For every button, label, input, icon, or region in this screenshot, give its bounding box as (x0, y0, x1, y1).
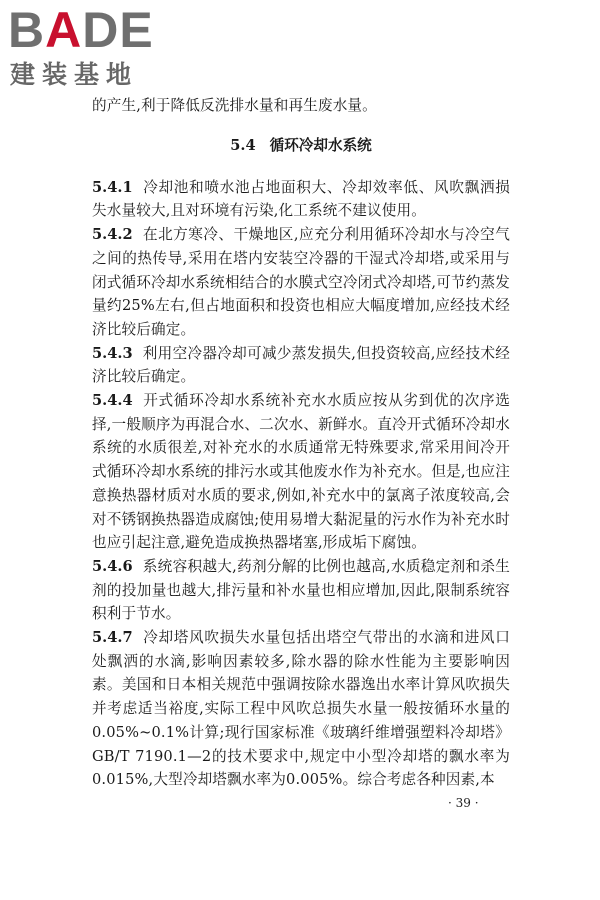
clause-number: 5.4.1 (92, 178, 133, 196)
clause-text: 冷却池和喷水池占地面积大、冷却效率低、风吹飘洒损失水量较大,且对环境有污染,化工系统不建议使用。 (92, 178, 510, 220)
page-number: · 39 · (448, 796, 479, 810)
section-heading (92, 135, 510, 157)
clause-5-4-2 (92, 223, 510, 342)
clause-text: 在北方寒冷、干燥地区,应充分利用循环冷却水与冷空气之间的热传导,采用在塔内安装空冷器的干湿式冷却塔,或采用与闭式循环冷却水系统相结合的水膜式空冷闭式冷却塔,可节约蒸发量约25%左右,但占地面积和投资也相应大幅度增加,应经技术经济比较后确定。 (92, 226, 510, 338)
clause-5-4-4 (92, 389, 510, 555)
document-body (92, 94, 510, 792)
bade-logo (8, 4, 178, 94)
clause-5-4-7 (92, 626, 510, 792)
logo-wordmark (8, 4, 154, 56)
clause-number: 5.4.4 (92, 392, 133, 410)
clause-number: 5.4.2 (92, 226, 133, 244)
clause-5-4-3 (92, 342, 510, 389)
logo-text-after: DE (82, 2, 154, 58)
logo-subtitle: 建装基地 (10, 60, 139, 89)
clause-text: 冷却塔风吹损失水量包括出塔空气带出的水滴和进风口处飘洒的水滴,影响因素较多,除水器的除水性能为主要影响因素。美国和日本相关规范中强调按除水器逸出水率计算风吹损失并考虑适当裕度,实际工程中风吹总损失水量一般按循环水量的0.05%~0.1%计算;现行国家标准《玻璃纤维增强塑料冷却塔》GB/T 7190.1—2的技术要求中,规定中小型冷却塔的飘水率为0.015%,大型冷却塔飘水率为0.005%。综合考虑各种因素,本 (92, 629, 510, 789)
clause-number: 5.4.6 (92, 557, 133, 575)
clause-text: 系统容积越大,药剂分解的比例也越高,水质稳定剂和杀生剂的投加量也越大,排污量和补水量也相应增加,因此,限制系统容积利于节水。 (92, 557, 510, 623)
clause-number: 5.4.7 (92, 629, 133, 647)
logo-accent-letter: A (45, 2, 83, 58)
section-number: 5.4 (230, 136, 256, 154)
clause-5-4-1 (92, 176, 510, 223)
section-title: 循环冷却水系统 (269, 136, 372, 154)
clause-text: 开式循环冷却水系统补充水水质应按从劣到优的次序选择,一般顺序为再混合水、二次水、新鲜水。直冷开式循环冷却水系统的水质很差,对补充水的水质通常无特殊要求,常采用间冷开式循环冷却水系统的排污水或其他废水作为补充水。但是,也应注意换热器材质对水质的要求,例如,补充水中的氯离子浓度较高,会对不锈钢换热器造成腐蚀;使用易增大黏泥量的污水作为补充水时也应引起注意,避免造成换热器堵塞,形成垢下腐蚀。 (92, 392, 510, 552)
clause-number: 5.4.3 (92, 344, 133, 362)
clause-5-4-6 (92, 555, 510, 626)
logo-text-before: B (8, 2, 46, 58)
clause-text: 利用空冷器冷却可减少蒸发损失,但投资较高,应经技术经济比较后确定。 (92, 344, 510, 386)
intro-text: 的产生,利于降低反洗排水量和再生废水量。 (92, 97, 377, 114)
